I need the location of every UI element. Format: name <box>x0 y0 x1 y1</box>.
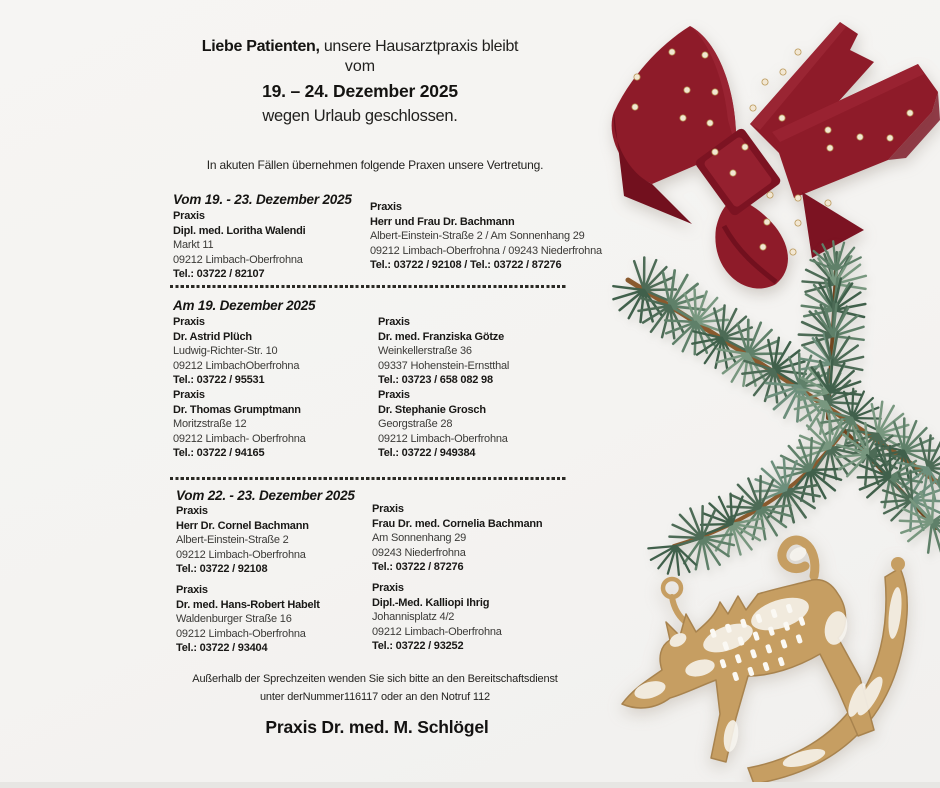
practice-street: Georgstraße 28 <box>378 418 453 431</box>
practice-street: Albert-Einstein-Straße 2 / Am Sonnenhang 29 <box>370 230 585 243</box>
section-title: Vom 19. - 23. Dezember 2025 <box>173 192 352 207</box>
section-column-left <box>176 504 402 656</box>
practice-phone: Tel.: 03722 / 95531 <box>173 374 265 387</box>
practice-card <box>173 315 399 388</box>
section-column-left <box>173 209 399 282</box>
section-22-23-dez <box>150 488 610 663</box>
practice-doctor-name: Dr. Stephanie Grosch <box>378 403 486 416</box>
practice-city: 09212 Limbach-Oberfrohna <box>378 432 508 445</box>
practice-label: Praxis <box>370 201 402 213</box>
practice-doctor-name: Dr. Thomas Grumptmann <box>173 403 301 416</box>
practice-city: 09243 Niederfrohna <box>372 546 466 559</box>
practice-phone: Tel.: 03722 / 92108 <box>176 563 268 576</box>
practice-label: Praxis <box>176 505 208 517</box>
practice-city: 09212 Limbach- Oberfrohna <box>173 432 306 445</box>
practice-doctor-name: Dr. med. Franziska Götze <box>378 330 505 343</box>
section-19-23-dez <box>150 192 610 287</box>
practice-doctor-name: Dipl.-Med. Kalliopi Ihrig <box>372 596 490 609</box>
practice-doctor-name: Dr. med. Hans-Robert Habelt <box>176 598 320 611</box>
closed-reason: wegen Urlaub geschlossen. <box>262 107 458 125</box>
practice-doctor-name: Herr und Frau Dr. Bachmann <box>370 215 515 228</box>
practice-doctor-name: Frau Dr. med. Cornelia Bachmann <box>372 517 543 530</box>
practice-phone: Tel.: 03722 / 949384 <box>378 447 476 460</box>
practice-doctor-name: Dipl. med. Loritha Walendi <box>173 224 306 237</box>
practice-phone: Tel.: 03722 / 93252 <box>372 640 464 653</box>
practice-street: Moritzstraße 12 <box>173 418 247 431</box>
vom-line: vom <box>344 58 376 75</box>
practice-card <box>372 502 598 575</box>
practice-label: Praxis <box>372 581 404 594</box>
section-column-right <box>378 315 604 461</box>
gold-rocking-horse-image <box>608 518 940 788</box>
practice-phone: Tel.: 03722 / 92108 / Tel.: 03722 / 87276 <box>370 259 562 272</box>
practice-card <box>176 583 402 656</box>
section-column-left <box>173 315 399 461</box>
practice-card <box>372 581 598 654</box>
emergency-note-line2: unter derNummer116117 oder an den Notruf 112 <box>259 691 491 703</box>
practice-city: 09212 Limbach-Oberfrohna <box>372 625 502 638</box>
practice-phone: Tel.: 03723 / 658 082 98 <box>378 374 493 387</box>
salutation: Liebe Patienten, <box>201 38 320 55</box>
practice-phone: Tel.: 03722 / 82107 <box>173 268 265 281</box>
practice-doctor-name: Herr Dr. Cornel Bachmann <box>176 519 309 532</box>
practice-label: Praxis <box>378 388 410 401</box>
practice-card <box>176 504 402 577</box>
practice-city: 09212 Limbach-Oberfrohna <box>173 253 303 266</box>
section-title: Vom 22. - 23. Dezember 2025 <box>176 488 355 503</box>
practice-doctor-name: Dr. Astrid Plüch <box>173 330 252 343</box>
practice-street: Johannisplatz 4/2 <box>372 611 455 624</box>
emergency-note <box>145 670 605 706</box>
practice-street: Ludwig-Richter-Str. 10 <box>173 345 278 358</box>
greeting-line <box>150 38 570 56</box>
practice-street: Weinkellerstraße 36 <box>378 345 472 358</box>
practice-card <box>378 388 604 461</box>
practice-label: Praxis <box>378 316 410 328</box>
practice-card <box>173 209 399 282</box>
practice-card <box>378 315 604 388</box>
section-title: Am 19. Dezember 2025 <box>173 298 316 313</box>
practice-phone: Tel.: 03722 / 93404 <box>176 642 268 655</box>
section-column-right <box>372 502 598 654</box>
practice-city: 09212 Limbach-Oberfrohna <box>176 548 306 561</box>
closed-dates: 19. – 24. Dezember 2025 <box>262 81 458 101</box>
photo-bottom-edge <box>0 782 940 788</box>
practice-card <box>173 388 399 461</box>
practice-city: 09212 Limbach-Oberfrohna / 09243 Niederfrohna <box>370 244 602 257</box>
practice-city: 09337 Hohenstein-Ernstthal <box>378 359 510 372</box>
practice-label: Praxis <box>173 210 205 222</box>
practice-name-signature: Praxis Dr. med. M. Schlögel <box>265 717 489 737</box>
practice-street: Albert-Einstein-Straße 2 <box>176 534 289 547</box>
practice-city: 09212 LimbachOberfrohna <box>173 359 300 372</box>
dashed-divider <box>170 477 566 480</box>
practice-label: Praxis <box>173 316 205 328</box>
practice-card <box>370 200 602 273</box>
practice-city: 09212 Limbach-Oberfrohna <box>176 627 306 640</box>
section-column-right <box>370 200 602 273</box>
practice-street: Markt 11 <box>173 239 214 252</box>
greeting-rest: unsere Hausarztpraxis bleibt <box>319 38 519 55</box>
practice-street: Waldenburger Straße 16 <box>176 613 292 626</box>
notice-header <box>150 38 570 126</box>
section-am-19-dez <box>150 298 610 468</box>
dashed-divider <box>170 285 566 288</box>
practice-phone: Tel.: 03722 / 94165 <box>173 447 265 460</box>
practice-phone: Tel.: 03722 / 87276 <box>372 561 464 574</box>
intro-text: In akuten Fällen übernehmen folgende Praxen unsere Vertretung. <box>206 158 544 172</box>
practice-label: Praxis <box>372 503 404 515</box>
practice-label: Praxis <box>173 388 205 401</box>
emergency-note-line1: Außerhalb der Sprechzeiten wenden Sie sich bitte an den Bereitschaftsdienst <box>192 673 558 685</box>
practice-street: Am Sonnenhang 29 <box>372 532 467 545</box>
practice-label: Praxis <box>176 583 208 596</box>
